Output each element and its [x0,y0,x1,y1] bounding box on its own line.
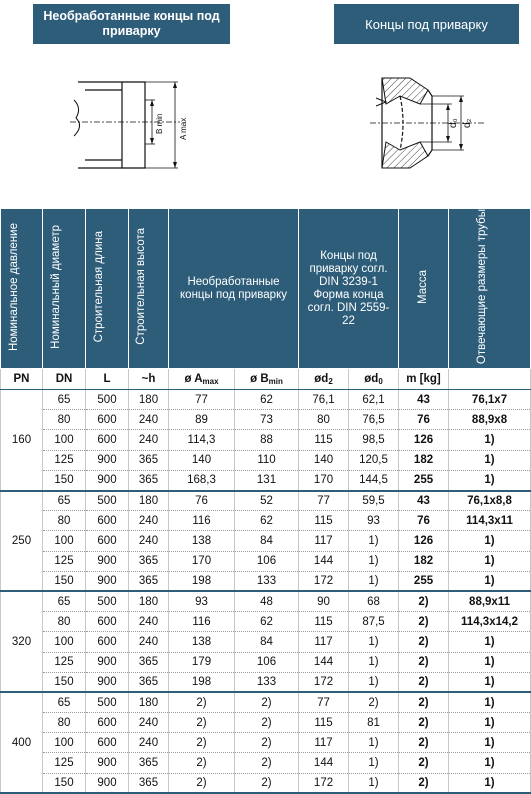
table-cell: 76 [169,491,235,511]
table-row [1,733,531,753]
table-cell: 80 [43,713,86,733]
table-cell: 93 [169,591,235,611]
table-cell: 1) [349,652,399,672]
table-cell: 1) [449,753,531,773]
table-cell: 1) [349,672,399,692]
table-cell: 600 [86,511,129,531]
table-cell: 59,5 [349,491,399,511]
table-cell: 87,5 [349,612,399,632]
table-cell: 2) [235,733,299,753]
table-cell: 172 [299,672,349,692]
table-cell: 100 [43,733,86,753]
table-cell: 133 [235,571,299,591]
table-cell: 180 [129,692,169,712]
table-cell: 2) [235,692,299,712]
table-cell: 500 [86,390,129,410]
table-row [1,390,531,410]
table-cell: 100 [43,632,86,652]
table-cell: 1) [449,450,531,470]
table-cell: 84 [235,632,299,652]
d2-label: d₂ [462,118,473,128]
table-cell: 179 [169,652,235,672]
table-cell: 365 [129,672,169,692]
table-cell: 62 [235,511,299,531]
table-cell: 80 [43,612,86,632]
table-row [1,692,531,712]
table-cell: 68 [349,591,399,611]
table-cell: 73 [235,410,299,430]
table-cell: 62,1 [349,390,399,410]
table-row [1,491,531,511]
table-cell: 117 [299,531,349,551]
table-cell: 900 [86,470,129,490]
table-cell: 117 [299,632,349,652]
weld-end-drawing [360,60,490,185]
table-cell: 114,3x11 [449,511,531,531]
unit-cell: ø $B_{min}$ [235,369,299,390]
table-cell: 1) [449,733,531,753]
table-cell: 80 [43,511,86,531]
pressure-group-cell: 320 [1,591,43,692]
table-cell: 125 [43,450,86,470]
col-raw-weld-ends: Необработанные концы под приварку [169,209,299,369]
table-cell: 1) [349,753,399,773]
table-cell: 115 [299,612,349,632]
table-row [1,571,531,591]
col-height: Строительная высота [129,209,169,369]
table-cell: 172 [299,773,349,793]
table-cell: 150 [43,672,86,692]
table-cell: 117 [299,733,349,753]
table-cell: 255 [399,571,449,591]
table-cell: 114,3 [169,430,235,450]
table-cell: 2) [399,652,449,672]
table-cell: 900 [86,450,129,470]
table-row [1,632,531,652]
table-row [1,773,531,793]
table-cell: 65 [43,692,86,712]
table-cell: 77 [299,692,349,712]
table-cell: 2) [235,773,299,793]
table-cell: 125 [43,551,86,571]
a-max-label: A max [179,117,188,140]
table-cell: 2) [169,753,235,773]
table-cell: 144,5 [349,470,399,490]
units-row [1,369,531,390]
unit-cell: ~h [129,369,169,390]
table-cell: 77 [299,491,349,511]
pressure-group-cell: 160 [1,390,43,491]
table-cell: 138 [169,531,235,551]
table-cell: 1) [449,430,531,450]
table-row [1,531,531,551]
table-cell: 100 [43,430,86,450]
table-cell: 2) [169,773,235,793]
table-cell: 172 [299,571,349,591]
table-cell: 76,5 [349,410,399,430]
table-cell: 140 [169,450,235,470]
table-cell: 76 [399,410,449,430]
table-cell: 600 [86,612,129,632]
col-mass: Масса [399,209,449,369]
table-cell: 1) [349,551,399,571]
col-nominal-diameter: Номинальный диаметр [43,209,86,369]
table-cell: 90 [299,591,349,611]
table-cell: 76 [399,511,449,531]
table-cell: 120,5 [349,450,399,470]
table-cell: 2) [399,672,449,692]
table-cell: 81 [349,713,399,733]
table-cell: 126 [399,531,449,551]
col-length: Строительная длина [86,209,129,369]
table-cell: 170 [299,470,349,490]
table-cell: 240 [129,612,169,632]
d0-label: d₀ [448,118,459,128]
table-cell: 2) [399,612,449,632]
table-cell: 2) [399,692,449,712]
table-cell: 1) [449,632,531,652]
table-cell: 600 [86,713,129,733]
table-cell: 900 [86,652,129,672]
table-row [1,450,531,470]
table-row [1,612,531,632]
table-cell: 900 [86,753,129,773]
pressure-group-cell: 250 [1,491,43,592]
table-cell: 88,9x11 [449,591,531,611]
table-cell: 365 [129,551,169,571]
pressure-group-cell: 400 [1,692,43,793]
valve-dimensions-table [0,208,531,794]
table-cell: 89 [169,410,235,430]
table-cell: 80 [299,410,349,430]
table-cell: 43 [399,390,449,410]
table-cell: 365 [129,652,169,672]
table-cell: 138 [169,632,235,652]
table-cell: 2) [235,753,299,773]
table-cell: 900 [86,672,129,692]
unit-cell: ø $A_{max}$ [169,369,235,390]
table-row [1,470,531,490]
table-cell: 1) [349,571,399,591]
unit-cell [449,369,531,390]
table-cell: 365 [129,773,169,793]
table-cell: 500 [86,591,129,611]
table-cell: 76,1x7 [449,390,531,410]
table-cell: 182 [399,450,449,470]
table-cell: 365 [129,753,169,773]
table-cell: 144 [299,652,349,672]
table-cell: 1) [449,470,531,490]
header-row [1,209,531,369]
table-cell: 600 [86,410,129,430]
table-cell: 240 [129,531,169,551]
table-cell: 133 [235,672,299,692]
table-cell: 2) [399,591,449,611]
table-cell: 600 [86,430,129,450]
table-cell: 2) [399,733,449,753]
table-cell: 900 [86,571,129,591]
unit-cell: $ød_0$ [349,369,399,390]
table-cell: 180 [129,491,169,511]
table-cell: 2) [169,733,235,753]
table-row [1,713,531,733]
table-cell: 110 [235,450,299,470]
table-cell: 150 [43,773,86,793]
table-row [1,551,531,571]
col-nominal-pressure: Номинальное давление [1,209,43,369]
table-cell: 65 [43,491,86,511]
unit-cell: PN [1,369,43,390]
table-cell: 500 [86,491,129,511]
table-cell: 114,3x14,2 [449,612,531,632]
table-cell: 365 [129,571,169,591]
unit-cell: L [86,369,129,390]
table-cell: 84 [235,531,299,551]
table-cell: 88,9x8 [449,410,531,430]
unit-cell: DN [43,369,86,390]
table-cell: 365 [129,450,169,470]
table-cell: 106 [235,652,299,672]
table-cell: 182 [399,551,449,571]
table-cell: 150 [43,470,86,490]
table-cell: 125 [43,652,86,672]
table-cell: 131 [235,470,299,490]
table-row [1,511,531,531]
raw-weld-ends-heading: Необработанные концы под приварку [33,4,230,44]
table-row [1,430,531,450]
table-cell: 1) [449,713,531,733]
table-cell: 240 [129,410,169,430]
table-cell: 500 [86,692,129,712]
table-cell: 93 [349,511,399,531]
table-cell: 62 [235,612,299,632]
table-cell: 240 [129,733,169,753]
table-cell: 1) [449,551,531,571]
table-cell: 168,3 [169,470,235,490]
table-cell: 180 [129,591,169,611]
table-cell: 1) [449,672,531,692]
table-cell: 1) [349,733,399,753]
table-cell: 2) [399,713,449,733]
table-cell: 126 [399,430,449,450]
table-cell: 1) [349,632,399,652]
table-row [1,410,531,430]
table-cell: 2) [399,753,449,773]
table-cell: 65 [43,591,86,611]
table-cell: 65 [43,390,86,410]
table-cell: 1) [449,571,531,591]
table-cell: 2) [399,773,449,793]
table-cell: 1) [449,531,531,551]
table-row [1,753,531,773]
table-cell: 600 [86,632,129,652]
table-cell: 144 [299,753,349,773]
table-cell: 1) [349,773,399,793]
unit-cell: $ød_2$ [299,369,349,390]
table-cell: 240 [129,511,169,531]
table-cell: 2) [399,632,449,652]
table-cell: 144 [299,551,349,571]
table-cell: 100 [43,531,86,551]
table-cell: 1) [449,652,531,672]
b-min-label: B min [155,113,164,134]
table-cell: 900 [86,551,129,571]
table-cell: 52 [235,491,299,511]
table-cell: 2) [235,713,299,733]
table-cell: 1) [449,773,531,793]
table-cell: 2) [169,713,235,733]
table-cell: 255 [399,470,449,490]
table-cell: 600 [86,531,129,551]
table-cell: 140 [299,450,349,470]
table-cell: 62 [235,390,299,410]
table-row [1,591,531,611]
table-cell: 600 [86,733,129,753]
table-cell: 80 [43,410,86,430]
table-cell: 240 [129,632,169,652]
table-cell: 115 [299,511,349,531]
col-weld-ends: Концы под приварку согл. DIN 3239-1 Форма конца согл. DIN 2559-22 [299,209,399,369]
table-cell: 76,1 [299,390,349,410]
table-cell: 1) [349,531,399,551]
table-cell: 198 [169,672,235,692]
table-cell: 48 [235,591,299,611]
table-cell: 125 [43,753,86,773]
table-cell: 77 [169,390,235,410]
table-cell: 1) [449,692,531,712]
raw-weld-end-drawing [60,60,210,175]
table-cell: 76,1x8,8 [449,491,531,511]
unit-cell: m [kg] [399,369,449,390]
table-cell: 106 [235,551,299,571]
table-cell: 115 [299,713,349,733]
table-cell: 198 [169,571,235,591]
table-cell: 116 [169,511,235,531]
table-row [1,672,531,692]
table-cell: 240 [129,713,169,733]
table-cell: 900 [86,773,129,793]
table-cell: 240 [129,430,169,450]
table-cell: 116 [169,612,235,632]
table-cell: 2) [349,692,399,712]
col-pipe-size: Отвечающие размеры трубы [449,209,531,369]
table-cell: 115 [299,430,349,450]
table-cell: 365 [129,470,169,490]
table-cell: 98,5 [349,430,399,450]
weld-ends-heading: Концы под приварку [334,4,519,44]
table-cell: 180 [129,390,169,410]
table-cell: 170 [169,551,235,571]
table-cell: 88 [235,430,299,450]
table-cell: 2) [169,692,235,712]
table-row [1,652,531,672]
table-cell: 150 [43,571,86,591]
table-cell: 43 [399,491,449,511]
